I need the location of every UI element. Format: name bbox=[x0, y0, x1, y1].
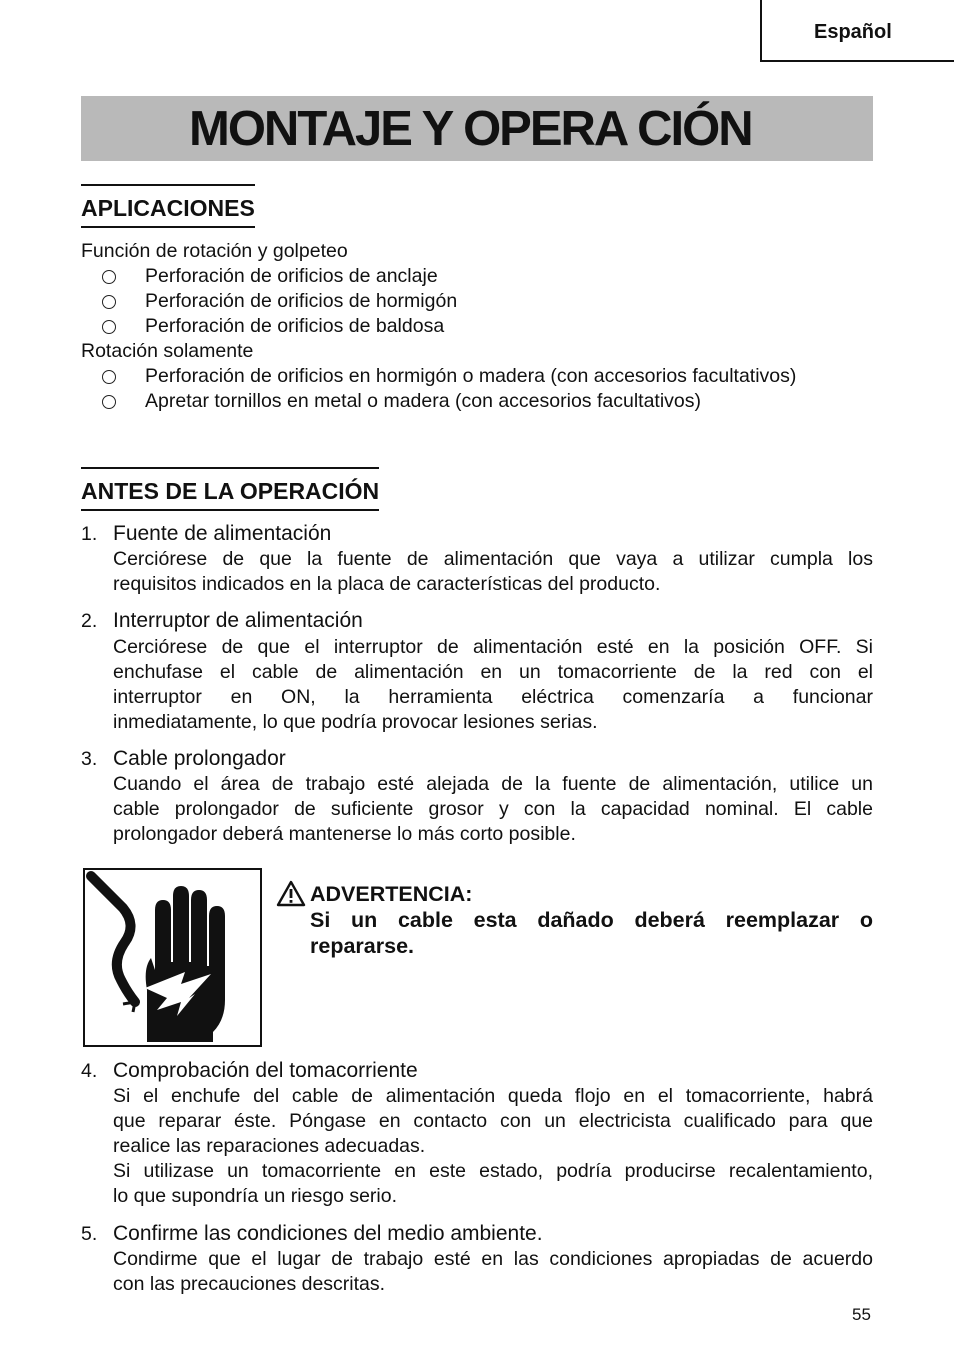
item-title: Interruptor de alimentación bbox=[113, 609, 363, 632]
item-number: 2. bbox=[81, 610, 98, 632]
language-label: Español bbox=[814, 21, 892, 43]
body-line: cable prolongador de suficiente grosor y con la capacidad nominal. El cable bbox=[113, 798, 873, 820]
item-body bbox=[113, 1247, 873, 1297]
item-title: Cable prolongador bbox=[113, 747, 286, 770]
warning-text-line: Si un cable esta dañado deberá reemplazar o bbox=[310, 908, 873, 932]
item-body bbox=[113, 547, 873, 597]
item-body bbox=[113, 1084, 873, 1209]
list-item: Perforación de orificios de baldosa bbox=[145, 315, 445, 337]
page-number: 55 bbox=[852, 1305, 871, 1324]
body-line: con las precauciones descritas. bbox=[113, 1273, 386, 1295]
item-body bbox=[113, 635, 873, 735]
list-item: Perforación de orificios en hormigón o madera (con accesorios facultativos) bbox=[145, 365, 797, 387]
body-line: inmediatamente, lo que podría provocar lesiones serias. bbox=[113, 711, 598, 733]
item-number: 5. bbox=[81, 1223, 98, 1245]
body-line: Cerciórese de que el interruptor de alimentación esté en la posición OFF. Si bbox=[113, 636, 873, 658]
body-line: prolongador deberá mantenerse lo más corto posible. bbox=[113, 823, 576, 845]
body-line: lo que supondría un riesgo serio. bbox=[113, 1185, 398, 1207]
page-title: MONTAJE Y OPERA CIÓN bbox=[189, 102, 752, 156]
item-title: Comprobación del tomacorriente bbox=[113, 1059, 418, 1082]
body-line: requisitos indicados en la placa de características del producto. bbox=[113, 573, 661, 595]
item-title: Confirme las condiciones del medio ambiente. bbox=[113, 1222, 543, 1245]
list-item: Apretar tornillos en metal o madera (con accesorios facultativos) bbox=[145, 390, 701, 412]
list-item: Perforación de orificios de anclaje bbox=[145, 265, 438, 287]
body-line: Si utilizase un tomacorriente en este estado, podría producirse recalentamiento, bbox=[113, 1160, 873, 1182]
body-line: que reparar éste. Póngase en contacto con un electricista cualificado para que bbox=[113, 1110, 873, 1132]
bullet-icon bbox=[102, 270, 116, 284]
warning-block bbox=[276, 880, 873, 959]
body-line: Cerciórese de que la fuente de alimentación que vaya a utilizar cumpla los bbox=[113, 548, 873, 570]
item-number: 3. bbox=[81, 748, 98, 770]
section-heading-antes: ANTES DE LA OPERACIÓN bbox=[81, 467, 379, 511]
body-line: realice las reparaciones adecuadas. bbox=[113, 1135, 426, 1157]
language-tab bbox=[760, 0, 954, 62]
section-heading-aplicaciones: APLICACIONES bbox=[81, 184, 255, 228]
title-bar bbox=[81, 96, 873, 161]
body-line: Si el enchufe del cable de alimentación queda flojo en el tomacorriente, habrá bbox=[113, 1085, 873, 1107]
item-number: 1. bbox=[81, 523, 98, 545]
body-line: interruptor en ON, la herramienta eléctrica comenzaría a funcionar bbox=[113, 686, 873, 708]
item-body bbox=[113, 772, 873, 847]
body-line: enchufase el cable de alimentación en un tomacorriente de la red con el bbox=[113, 661, 873, 683]
bullet-icon bbox=[102, 295, 116, 309]
group-label-rotation-hammer: Función de rotación y golpeteo bbox=[81, 240, 348, 262]
body-line: Cuando el área de trabajo esté alejada de la fuente de alimentación, utilice un bbox=[113, 773, 873, 795]
electric-shock-hand-icon bbox=[83, 868, 262, 1047]
body-line: Condirme que el lugar de trabajo esté en las condiciones apropiadas de acuerdo bbox=[113, 1248, 873, 1270]
bullet-icon bbox=[102, 395, 116, 409]
warning-label: ADVERTENCIA: bbox=[310, 881, 473, 906]
group-label-rotation-only: Rotación solamente bbox=[81, 340, 254, 362]
warning-triangle-icon bbox=[276, 880, 306, 907]
warning-text-line: repararse. bbox=[310, 934, 414, 958]
list-item: Perforación de orificios de hormigón bbox=[145, 290, 458, 312]
bullet-icon bbox=[102, 320, 116, 334]
item-number: 4. bbox=[81, 1060, 98, 1082]
item-title: Fuente de alimentación bbox=[113, 522, 332, 545]
bullet-icon bbox=[102, 370, 116, 384]
